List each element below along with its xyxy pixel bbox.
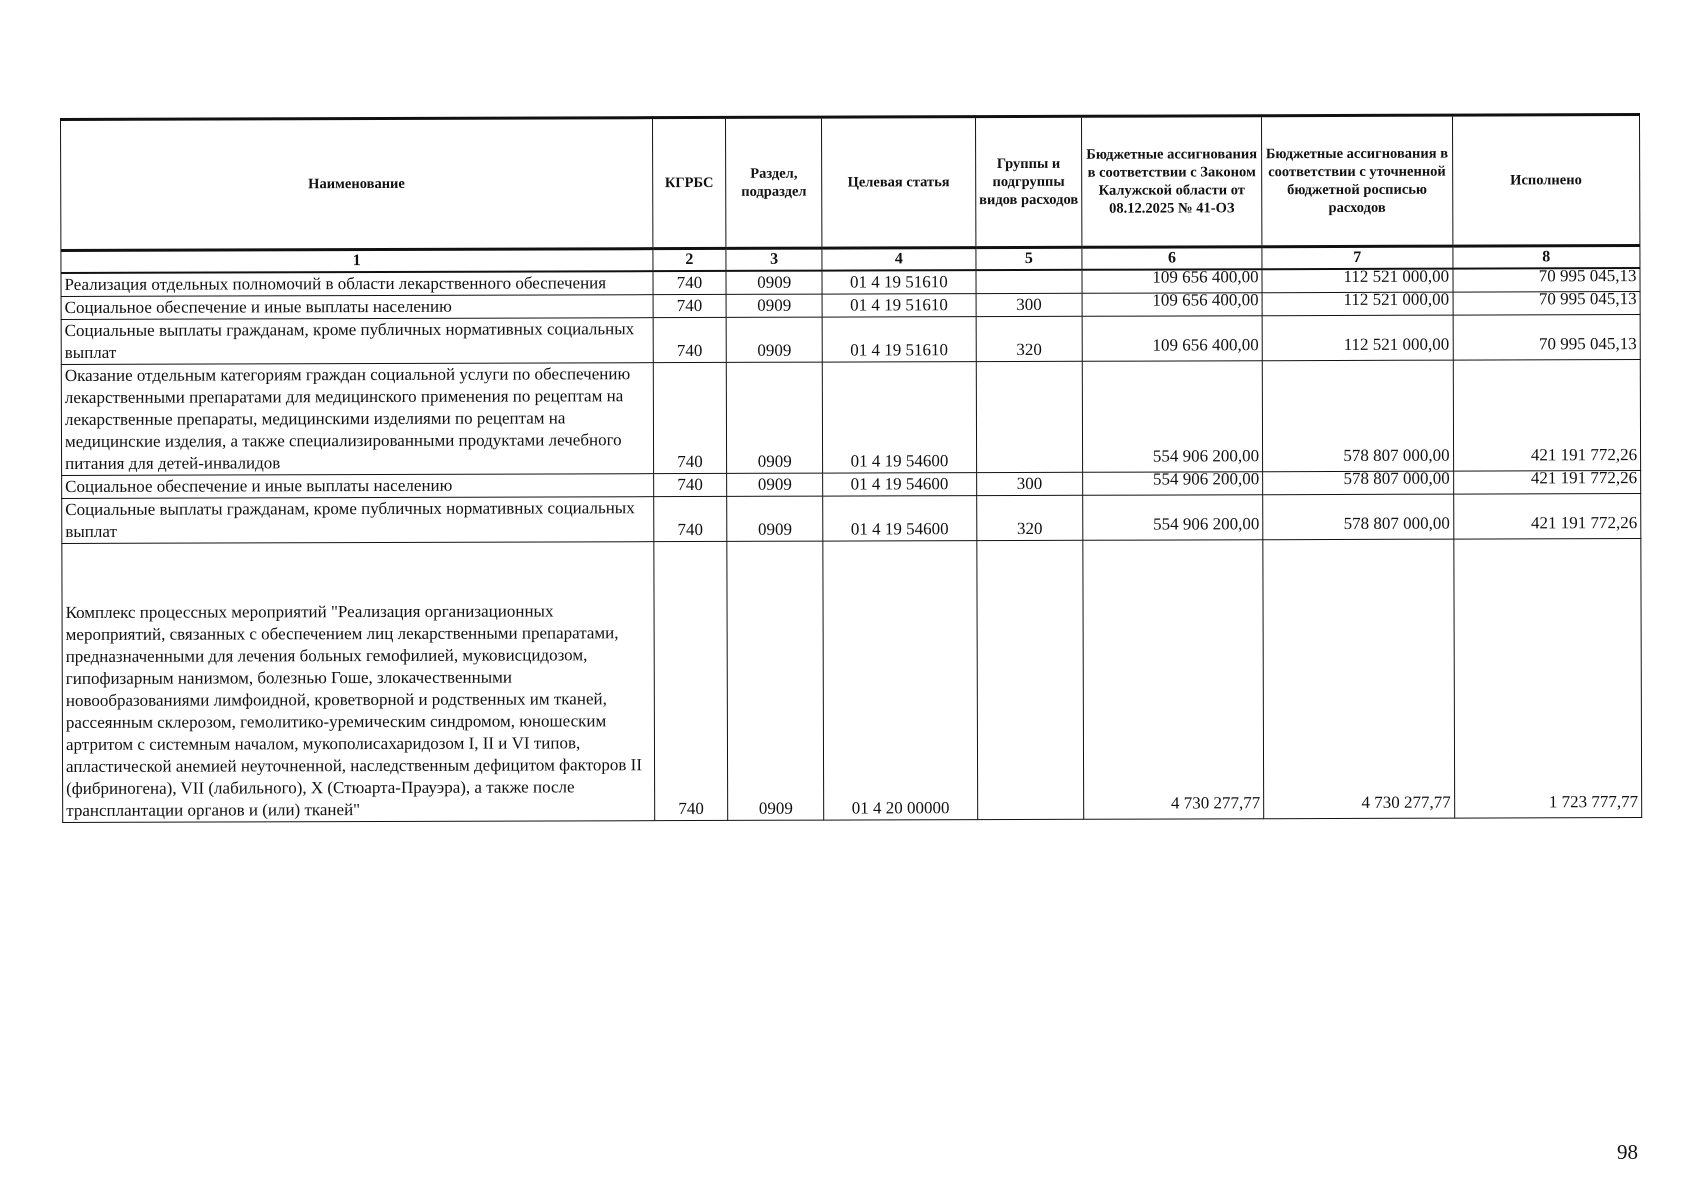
row-name: Социальное обеспечение и иные выплаты населению bbox=[61, 295, 653, 320]
row-law-amount: 4 730 277,77 bbox=[1083, 540, 1264, 820]
row-refined-amount: 578 807 000,00 bbox=[1262, 360, 1453, 472]
row-law-amount: 109 656 400,00 bbox=[1082, 293, 1262, 317]
row-name: Социальные выплаты гражданам, кроме публичных нормативных социальных выплат bbox=[62, 497, 654, 544]
row-executed-amount: 70 995 045,13 bbox=[1453, 292, 1640, 316]
column-number: 2 bbox=[653, 248, 727, 271]
budget-execution-table bbox=[60, 113, 1642, 823]
row-name: Социальные выплаты гражданам, кроме публичных нормативных социальных выплат bbox=[61, 318, 653, 365]
row-refined-amount: 578 807 000,00 bbox=[1263, 494, 1454, 540]
row-kgrbs: 740 bbox=[653, 496, 727, 541]
row-target: 01 4 19 54600 bbox=[822, 362, 976, 473]
row-law-amount: 554 906 200,00 bbox=[1082, 361, 1262, 473]
table-row bbox=[61, 315, 1640, 365]
row-section: 0909 bbox=[727, 362, 823, 473]
row-executed-amount: 70 995 045,13 bbox=[1453, 315, 1641, 361]
row-section: 0909 bbox=[726, 317, 822, 362]
row-law-amount: 554 906 200,00 bbox=[1083, 495, 1263, 541]
row-target: 01 4 19 51610 bbox=[822, 317, 976, 362]
row-executed-amount: 421 191 772,26 bbox=[1453, 471, 1640, 495]
row-target: 01 4 19 51610 bbox=[822, 294, 976, 317]
row-target: 01 4 19 51610 bbox=[822, 270, 976, 294]
row-executed-amount: 70 995 045,13 bbox=[1453, 268, 1640, 292]
row-refined-amount: 4 730 277,77 bbox=[1263, 539, 1454, 819]
row-group: 300 bbox=[976, 293, 1082, 316]
row-kgrbs: 740 bbox=[653, 541, 728, 820]
column-number: 5 bbox=[976, 247, 1082, 270]
row-name: Оказание отдельным категориям граждан социальной услуги по обеспечению лекарственными препаратами для медицинского применения по рецептам на лекарственные препараты, медицинскими изделиями по рецептам на медицинские изделия, а также специализированными продуктами лечебного питания для детей-инвалидов bbox=[61, 363, 653, 476]
row-executed-amount: 1 723 777,77 bbox=[1453, 539, 1641, 819]
row-section: 0909 bbox=[727, 473, 823, 496]
row-kgrbs: 740 bbox=[653, 473, 727, 496]
row-refined-amount: 578 807 000,00 bbox=[1263, 471, 1454, 495]
header-kgrbs: КГРБС bbox=[652, 117, 726, 248]
row-name: Комплекс процессных мероприятий "Реализация организационных мероприятий, связанных с обеспечением лиц лекарственными препаратами, предназначенными для лечения больных гемофилией, муковисцидозом, гипофизарным нанизмом, болезнью Гоше, злокачественными новообразованиями лимфоидной, кроветворной и родственных им тканей, рассеянным склерозом, гемолитико-уремическим синдромом, юношеским артритом с системным началом, мукополисахаридозом I, II и VI типов, апластической анемией неуточненной, наследственным дефицитом факторов II (фибриногена), VII (лабильного), X (Стюарта-Прауэра), а также после трансплантации органов и (или) тканей" bbox=[62, 542, 654, 823]
row-group: 300 bbox=[976, 472, 1082, 495]
column-number: 7 bbox=[1262, 246, 1453, 269]
row-law-amount: 109 656 400,00 bbox=[1082, 316, 1262, 362]
row-section: 0909 bbox=[726, 294, 822, 317]
row-name: Реализация отдельных полномочий в области лекарственного обеспечения bbox=[61, 271, 653, 296]
row-target: 01 4 19 54600 bbox=[823, 496, 977, 541]
row-target: 01 4 19 54600 bbox=[823, 473, 977, 496]
header-group: Группы и подгруппы видов расходов bbox=[975, 116, 1082, 247]
row-law-amount: 109 656 400,00 bbox=[1082, 269, 1262, 293]
row-name: Социальное обеспечение и иные выплаты населению bbox=[62, 474, 654, 499]
column-number: 3 bbox=[726, 248, 822, 271]
header-name: Наименование bbox=[61, 118, 653, 251]
row-kgrbs: 740 bbox=[653, 317, 727, 362]
header-target: Целевая статья bbox=[822, 117, 976, 248]
row-kgrbs: 740 bbox=[653, 294, 727, 317]
header-section: Раздел, подраздел bbox=[726, 117, 822, 248]
header-law: Бюджетные ассигнования в соответствии с Законом Калужской области от 08.12.2025 № 41-ОЗ bbox=[1082, 116, 1262, 248]
row-law-amount: 554 906 200,00 bbox=[1083, 472, 1263, 496]
row-section: 0909 bbox=[727, 541, 824, 820]
row-executed-amount: 421 191 772,26 bbox=[1453, 360, 1641, 472]
row-executed-amount: 421 191 772,26 bbox=[1453, 494, 1641, 540]
table-row bbox=[62, 539, 1642, 823]
table-row bbox=[61, 360, 1640, 476]
row-target: 01 4 20 00000 bbox=[823, 541, 978, 820]
column-number: 8 bbox=[1452, 246, 1639, 269]
row-group bbox=[976, 361, 1083, 472]
page-number: 98 bbox=[1617, 1140, 1638, 1164]
row-section: 0909 bbox=[727, 496, 823, 541]
row-kgrbs: 740 bbox=[653, 271, 727, 295]
row-refined-amount: 112 521 000,00 bbox=[1262, 269, 1453, 293]
row-group bbox=[977, 540, 1084, 819]
header-refined: Бюджетные ассигнования в соответствии с уточненной бюджетной росписью расходов bbox=[1262, 115, 1453, 247]
header-executed: Исполнено bbox=[1452, 115, 1640, 247]
row-group: 320 bbox=[976, 495, 1082, 540]
column-number: 6 bbox=[1082, 247, 1262, 270]
row-refined-amount: 112 521 000,00 bbox=[1262, 315, 1453, 361]
row-refined-amount: 112 521 000,00 bbox=[1262, 292, 1453, 316]
row-section: 0909 bbox=[726, 271, 822, 295]
table-row bbox=[62, 494, 1641, 544]
column-number: 4 bbox=[822, 248, 976, 271]
row-group: 320 bbox=[976, 316, 1082, 361]
header-row bbox=[61, 115, 1640, 251]
row-group bbox=[976, 270, 1082, 294]
column-number: 1 bbox=[61, 249, 653, 273]
row-kgrbs: 740 bbox=[653, 362, 727, 473]
